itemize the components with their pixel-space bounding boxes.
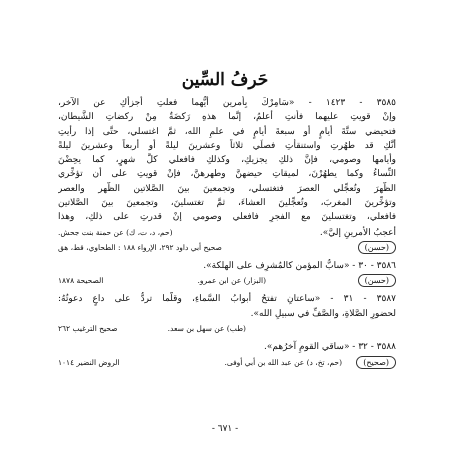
hadith-text-line: ٣٥٨٥ - ١٤٢٣ - «سَامِرْكَ بِأمرين أيُّهما فعلتِ أجزأكِ عن الآخر، — [58, 98, 396, 108]
grade-badge: (حسن) — [358, 274, 396, 287]
reference-note: الصحيحة ١٨٧٨ — [58, 275, 104, 285]
grade-badge: (حسن) — [358, 241, 396, 254]
hadith-source: (طب) عن سهل بن سعد. — [167, 324, 246, 334]
hadith-source: (البزار) عن ابن عمرو. — [197, 275, 266, 285]
section-heading: حَرفُ السِّين — [181, 70, 269, 90]
hadith-text-line: وأيامها وصومي، فإنَّ ذلكِ يجزيكِ، وكذلكِ فافعلي كلَّ شهرٍ، كما يحِضْنَ — [58, 155, 396, 166]
reference-note: صحيح أبي داود ٢٩٢، الإرواء ١٨٨ : الطحاوي، قط، هق — [58, 242, 222, 252]
hadith-source: (حم، د، ت، ك) عن حمنة بنت جحش. — [58, 227, 173, 237]
hadith-text-line: ٣٥٨٧ - ٣١ - «ساعتانِ تفتحُ أبوابُ السَّماءِ، وقلَّما تردُّ على داعٍ دعوتُهُ: — [58, 293, 396, 304]
reference-note: الروض النضير ١٠١٤ — [58, 357, 120, 367]
hadith-entry — [58, 259, 396, 288]
hadith-source: (حم، تخ، د) عن عبد الله بن أبي أوفى. — [224, 357, 342, 367]
hadith-text-line: فافعلي، وتغتسلينَ مع الفجرِ فافعلي وصومي إنْ قدرتِ على ذلكِ، وهذا — [58, 212, 396, 223]
hadith-entry — [58, 96, 396, 255]
hadith-text-line: فتحيضي ستَّةَ أيامٍ أو سبعةَ أيامٍ في علمِ الله، ثمَّ اغتسلي، حتَّى إذا رأيتِ — [58, 126, 396, 137]
hadith-entry — [58, 340, 396, 369]
hadith-text-line: أعجبُ الأمرينِ إليَّ». — [319, 227, 396, 238]
page-number: - ٦٧١ - — [211, 424, 239, 434]
grade-badge: (صحيح) — [356, 356, 396, 369]
hadith-text-line: ٣٥٨٦ - ٣٠ - «سابُّ المؤمن كالمُشرِف على الهلكة». — [203, 260, 396, 271]
page-body — [58, 96, 396, 370]
hadith-text-line: ٣٥٨٨ - ٣٢ - «ساقي القومِ آخرُهم». — [263, 342, 396, 353]
hadith-text-line: وتؤخِّرينَ المغربَ، وتُعجِّلينَ العشاءَ، ثمَّ تغتسلينَ، وتجمعينَ بينَ الصَّلاتين — [58, 198, 396, 209]
reference-note: صحيح الترغيب ٢٦٢ — [58, 324, 118, 334]
hadith-entry — [58, 292, 396, 336]
hadith-text-line: لحضورِ الصَّلاةِ، والصَّفِّ في سبيلِ الله». — [250, 309, 396, 320]
hadith-text-line: الظُّهرَ وتُعجِّلي العصرَ فتغتسلي، وتجمعينَ بينَ الصَّلاتين الظُّهر والعصر — [58, 183, 396, 194]
hadith-text-line: النِّساءُ وكما يطهُرْنَ، لميقاتِ حيضهنَّ وطهرهنَّ، فإنْ قويتِ على أن تؤخِّري — [58, 169, 396, 180]
hadith-text-line: أنَّكِ قد طهُرتِ واستنقأتِ فصلِّي ثلاثاً وعشرينَ ليلةً أو أربعاً وعشرينَ ليلةً — [58, 140, 396, 151]
hadith-text-line: وإنْ قويتِ عليهما فأنتِ أعلمُ، إنَّما هذهِ رَكضَةٌ مِنْ ركضاتِ الشَّيطان، — [58, 112, 396, 123]
